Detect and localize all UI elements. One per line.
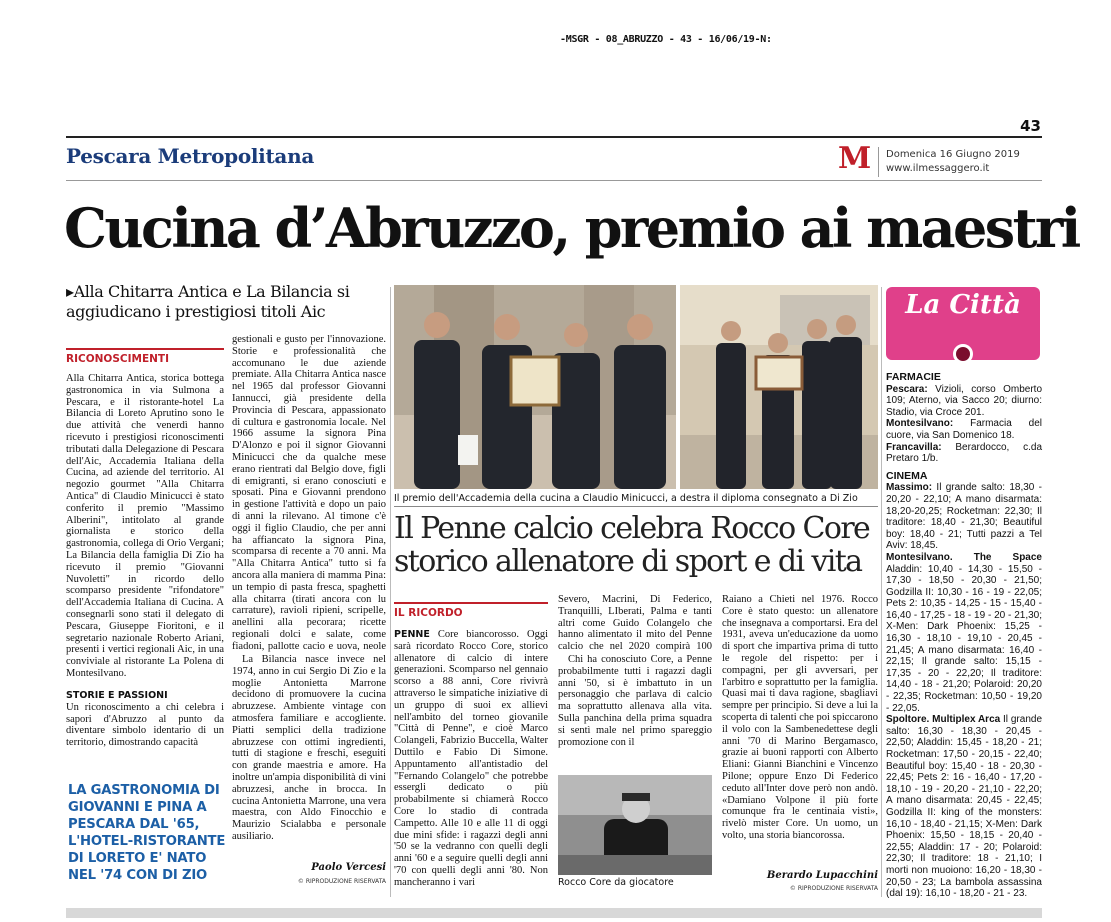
sidebar-listings (886, 370, 1042, 912)
cinema-entry: Spoltore. Multiplex Arca Il grande salto: 16,30 - 18,30 - 20,45 - 22,50; Aladdin: 15,45 - 18,20 - 21; Rocketman: 17,50 - 20,15 - 22,40; Beautiful boy: 15,40 - 18 - 20,30 - 22,45; Pets 2: 16 - 16,40 - 17,20 - 18,10 - 19 - 20,20 - 21,10 - 22,20; A mano disarmata: 20,45 - 22,45; Godzilla II: king of the monsters: 16,10 - 18,40 - 21,15; X-Men: Dark Phoenix: 15,50 - 18,15 - 20,40 - 22,55; Aladdin: 17 - 20; Polaroid: 22,30; Il traditore: 18 - 21,10; I morti non muoiono: 16,20 - 18,30 - 20,50 - 23; La bambola assassina (dal 19): 16,10 - 18,20 - 21 - 23. (886, 714, 1042, 900)
article2-text-4: Raiano a Chieti nel 1976. Rocco Core è stato questo: un allenatore che insegnava a comportarsi. Era del 1931, aveva un'educazione da uomo di sport che impartiva prima di tutto le regole del rispetto: per i compagni, per gli avversari, per l'arbitro e soprattutto per la famiglia. Quasi mai ti dava ragione, sbagliavi sempre per principio. Si deve a lui la scoperta di talenti che poi spiccarono il volo con la Sambenedettese degli anni '70 di Marino Bergamasco, grazie ai buoni rapporti con Alberto Eliani: Gianni Bianchini e Vincenzo Pilone; oppure Enzo Di Federico ceduto all'Inter dove però non andò. «Damiano Volpone il più forte comunque fra le centinaia visti», rivelò mister Core. Un uomo, un volto, una storia biancorossa. (722, 594, 878, 841)
page-number: 43 (1020, 117, 1041, 135)
cinema-entry: Montesilvano. The Space Aladdin: 10,40 - 14,30 - 15,50 - 17,30 - 18,50 - 20,30 - 21,50; Godzilla II: 10,30 - 16 - 19 - 22,05; Pets 2: 10,35 - 14,25 - 15 - 15,40 - 16,40 - 17,25 - 18 - 19 - 20 - 21,30; X-Men: Dark Phoenix: 15,25 - 16,30 - 18,10 - 19,10 - 20,45 - 21,45; A mano disarmata: 16,40 - 22,15; Il grande salto: 15,15 - 17,35 - 20 - 22,20; Il traditore: 14,40 - 18 - 21,20; Polaroid: 20,20 - 22,35; Rocketman: 10,50 - 19,20 - 22,05. (886, 551, 1042, 714)
print-slug: -MSGR - 08_ABRUZZO - 43 - 16/06/19-N: (560, 34, 772, 45)
farmacie-title: FARMACIE (886, 371, 941, 383)
top-rule (66, 136, 1042, 138)
cinema-entry: Massimo: Il grande salto: 18,30 - 20,20 - 22,10; A mano disarmata: 18,20-20,25; Rocketman: 22,30; Il traditore: 18,40 - 21,30; Beautiful boy: 18,40 - 21; Tutti pazzi a Tel Aviv: 18,45. (886, 482, 1042, 552)
masthead-divider (878, 147, 879, 177)
article1-text-3: gestionali e gusto per l'innovazione. Storie e professionalità che accomunano le due aziende premiate. Alla Chitarra Antica nasce nel 1965 dal professor Giovanni Iannucci, già presidente della Provincia di Pescara, appassionato di cultura e gastronomia locale. Nel 1966 assume la signora Pina D'Alonzo e poi il signor Giovanni Minicucci che da qualche mese erano rientrati dal Belgio dove, figli di emigranti, si erano conosciuti e sposati. Pina e Giovanni prendono in gestione l'attività e dopo un paio di anni la rilevano. Al timone c'è oggi il figlio Claudio, che per anni ha affiancato la signora Pina, scomparsa di recente a 70 anni. Ma "Alla Chitarra Antica" tutto si fa ancora alla maniera di mamma Pina: un tempio di pasta fresca, spaghetti alla chitarra (tirati ancora con lu carrature), ravioli ripieni, scripelle, anellini alla pecorara; ricette regionali dolci e salate, come fiadoni, pallotte cacio e uova, neole (232, 334, 386, 652)
article1-text-4: La Bilancia nasce invece nel 1974, anno in cui Sergio Di Zio e la moglie Antonietta Marrone decidono di promuovere la cucina abruzzese. Ambiente vintage con atmosfera familiare e accogliente. Piatti semplici della tradizione abruzzese con ottimi ingredienti, tutti di stagione e freschi, eseguiti con grande maestria e amore. Ha inoltre un'ampia disponibilità di vini abruzzesi, anche in brocca. In cucina Antonietta Marrone, una vera maestra, con Aldo Finocchio e Maurizio Scialabba e personale ausiliario. (232, 654, 386, 842)
farmacia-entry: Francavilla: Berardocco, c.da Pretaro 1/b. (886, 441, 1042, 465)
article1-text-1: Alla Chitarra Antica, storica bottega gastronomica in via Sulmona a Pescara, e il ristorante-hotel La Bilancia di Loreto Aprutino sono le due attività che venerdì hanno ricevuto i prestigiosi riconoscimenti tributati dalla Delegazione di Pescara dell'Aic, Accademia Italiana della Cucina, ad aziende del territorio. Al negozio gourmet "Alla Chitarra Antica" di Claudio Minicucci è stato conferito il premio "Massimo Alberini", intitolato al grande giornalista e storico della gastronomia, collega di Orio Vergani; La Bilancia della famiglia Di Zio ha ricevuto il premio "Giovanni Nuvoletti" in ricordo dello scomparso presidente "rifondatore" dell'Accademia Italiana di Cucina. A consegnarli sono stati il delegato di Pescara, Giuseppe Fioritoni, e il segretario nazionale Roberto Ariani, presenti i vertici regionali Aic, in una conviviale al ristorante La Polena di Montesilvano. (66, 373, 224, 679)
photo-caption-1: Il premio dell'Accademia della cucina a Claudio Minicucci, a destra il diploma consegnato a Di Zio (394, 493, 858, 504)
site-url: www.ilmessaggero.it (886, 163, 990, 174)
article2-col2 (558, 594, 712, 772)
kicker-riconoscimenti: RICONOSCIMENTI (66, 348, 224, 365)
byline-vercesi: Paolo Vercesi (311, 862, 386, 873)
section-title: Pescara Metropolitana (66, 144, 314, 168)
article1-text-2: Un riconoscimento a chi celebra i sapori d'Abruzzo al punto da diventare simbolo identario di un territorio, dimostrando capacità (66, 701, 224, 749)
article2-col3 (722, 594, 878, 866)
cinema-title: CINEMA (886, 469, 928, 482)
rights-1: © RIPRODUZIONE RISERVATA (297, 878, 386, 885)
article2-col1 (394, 602, 548, 893)
article1-col2 (232, 334, 386, 859)
farmacia-entry: Montesilvano: Farmacia del cuore, via San Domenico 18. (886, 418, 1042, 441)
second-headline: Il Penne calcio celebra Rocco Core storico allenatore di sport e di vita (394, 511, 870, 579)
dateline-penne: PENNE (394, 629, 430, 640)
main-headline: Cucina d’Abruzzo, premio ai maestri (64, 196, 1079, 260)
masthead-rule (66, 180, 1042, 181)
bottom-strip (66, 908, 1042, 918)
la-citta-title: La Città (905, 290, 1021, 320)
photo-rocco-core (558, 775, 712, 875)
article2-text-1 (394, 629, 548, 889)
column-separator (390, 287, 391, 897)
la-citta-dot-icon (953, 344, 973, 364)
main-subhead: ▸Alla Chitarra Antica e La Bilancia si aggiudicano i prestigiosi titoli Aic (66, 282, 350, 321)
article1-col1 (66, 348, 224, 749)
farmacia-entry: Pescara: Vizioli, corso Omberto 109; Aterno, via Sacco 20; diurno: Stadio, via Croce 201. (886, 383, 1042, 418)
photo-award-2 (680, 285, 878, 489)
photo-caption-2: Rocco Core da giocatore (558, 877, 674, 888)
newspaper-logo: M (838, 141, 872, 176)
sidebar-separator (881, 287, 882, 897)
article2-text-2: Severo, Macrini, Di Federico, Tranquilli, LIberati, Palma e tanti altri come Guido Colangelo che hanno alimentato il mito del Penne calcio che nel 2020 compirà 100 (558, 594, 712, 653)
rights-2: © RIPRODUZIONE RISERVATA (789, 885, 878, 892)
dateline (886, 148, 1020, 176)
photo-award-1 (394, 285, 676, 489)
subtitle-storie: STORIE E PASSIONI (66, 690, 168, 701)
byline-lupacchini: Berardo Lupacchini (766, 870, 878, 881)
date: Domenica 16 Giugno 2019 (886, 149, 1020, 160)
kicker-il-ricordo: IL RICORDO (394, 602, 548, 619)
article2-text-1-body: Core biancorosso. Oggi sarà ricordato Rocco Core, storico allenatore di calcio di intere generazioni. Scomparso nel gennaio scorso a 88 anni, Core rivivrà attraverso le simpatiche iniziative di un gruppo di suoi ex allievi nell'ambito del torneo giovanile "Città di Penne", e cioè Marco Colangeli, Fabrizio Buccella, Walter Duttilo e Fabio Di Simone. Appuntamento all'antistadio del "Fernando Colangelo" che potrebbe essergli dedicato o più probabilmente si chiamerà Rocco Core lo stadio di contrada Campetto. Alle 10 e alle 11 di oggi due mini sfide: i ragazzi degli anni '50 se la vedranno con quelli degli anni '60 e a seguire quelli degli anni '70 con quelli degli anni '80. Non mancheranno i vari (394, 629, 548, 888)
caption-rule (394, 506, 878, 507)
farmacie-list (886, 384, 1042, 465)
cinema-list (886, 482, 1042, 912)
article2-text-3: Chi ha conosciuto Core, a Penne probabilmente tutti i ragazzi dagli anni '50, si è imbattuto in un personaggio che parlava di calcio ma soprattutto allenava alla vita. Sulla panchina della prima squadra si sentì male nel primo spareggio promozione con il (558, 654, 712, 748)
pull-quote: LA GASTRONOMIA DI GIOVANNI E PINA A PESCARA DAL '65, L'HOTEL-RISTORANTE DI LORETO E' NATO NEL '74 CON DI ZIO (68, 783, 226, 883)
